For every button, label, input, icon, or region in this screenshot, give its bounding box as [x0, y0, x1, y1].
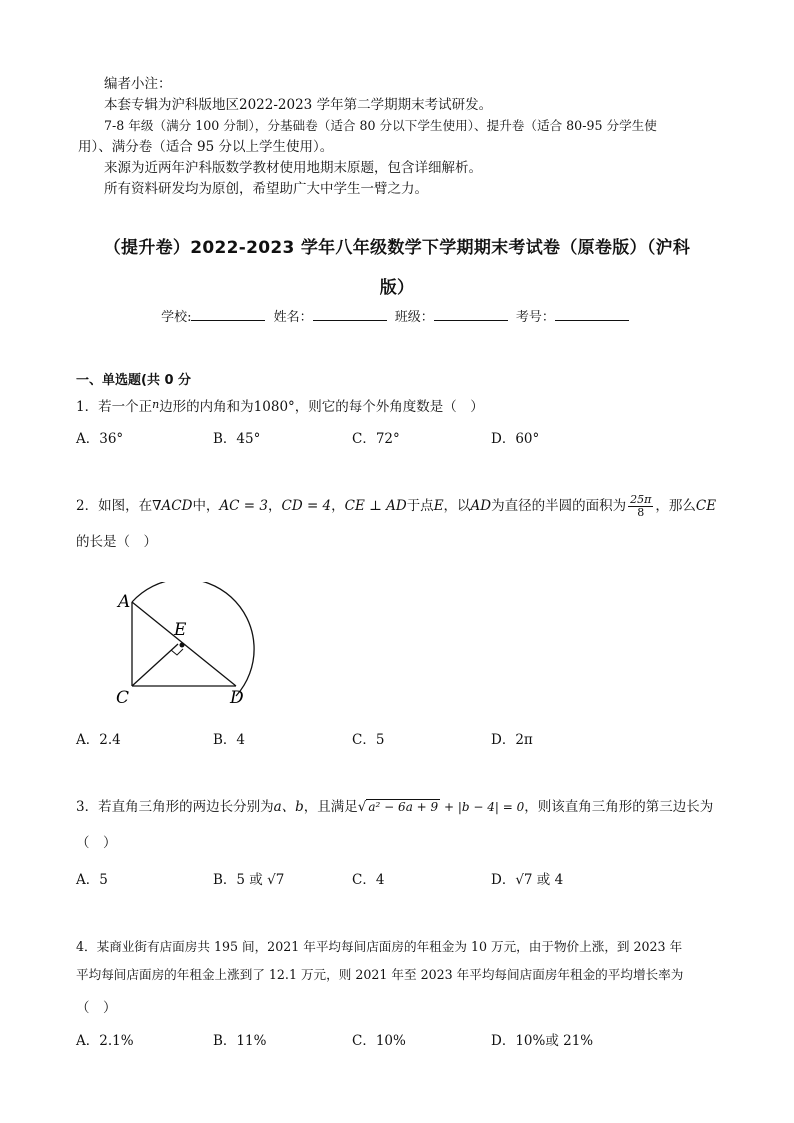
q2-text: 2．如图，在 — [76, 498, 153, 514]
q2-text: 中， — [192, 498, 220, 514]
school-blank[interactable] — [191, 307, 265, 321]
section-heading: 一、单选题(共 0 分 — [76, 373, 192, 388]
q3-math: a、b — [273, 799, 304, 815]
class-blank[interactable] — [434, 307, 508, 321]
class-label: 班级： — [394, 310, 434, 325]
question-1-stem — [76, 395, 484, 415]
q2-text: ，以 — [443, 498, 471, 514]
point-e-dot — [180, 643, 185, 648]
q2-option-b[interactable]: B．4 — [213, 732, 246, 748]
q3-math: + |b − 4| = 0 — [440, 800, 525, 814]
q2-text: ，那么 — [655, 498, 696, 514]
school-label: 学校: — [161, 310, 192, 325]
fraction-numerator: 25π — [630, 493, 652, 506]
q1-option-c[interactable]: C．72° — [352, 431, 400, 447]
q2-text: 于点 — [406, 498, 434, 514]
label-c: C — [116, 688, 130, 708]
q4-option-d[interactable]: D．10%或 21% — [491, 1033, 594, 1049]
q2-option-d[interactable]: D．2π — [491, 732, 533, 748]
q3-option-d[interactable]: D．√7 或 4 — [491, 872, 564, 888]
q1-variable: n — [152, 398, 160, 411]
question-2-stem-continued: 的长是（ ） — [76, 534, 157, 550]
q2-option-c[interactable]: C．5 — [352, 732, 385, 748]
question-3-stem-continued: （ ） — [76, 835, 117, 851]
q2-math: CE — [695, 498, 717, 514]
q2-text: ， — [268, 498, 282, 514]
editor-note-line: 7-8 年级（满分 100 分制），分基础卷（适合 80 分以下学生使用）、提升卷（适合 80-95 分学生使 — [104, 118, 657, 133]
q3-option-c[interactable]: C．4 — [352, 872, 385, 888]
question-2-stem — [76, 494, 716, 519]
q1-text: 1．若一个正 — [76, 399, 153, 415]
q3-radicand: a² − 6a + 9 — [368, 800, 439, 814]
q1-option-b[interactable]: B．45° — [213, 431, 261, 447]
editor-note-line: 所有资料研发均为原创，希望助广大中学生一臂之力。 — [104, 181, 428, 197]
q2-math: E — [433, 498, 444, 514]
q3-text: 3．若直角三角形的两边长分别为 — [76, 799, 274, 815]
exam-title: （提升卷）2022-2023 学年八年级数学下学期期末考试卷（原卷版）（沪科 — [103, 238, 691, 258]
question-3-stem — [76, 795, 713, 815]
semicircle-arc — [132, 582, 254, 696]
semicircle-triangle-diagram — [112, 582, 262, 712]
label-e: E — [174, 620, 187, 640]
q2-fraction — [628, 494, 653, 519]
q2-math: CE ⊥ AD — [344, 498, 407, 514]
q2-math: CD = 4 — [281, 498, 332, 514]
fraction-denominator: 8 — [637, 506, 645, 519]
label-d: D — [230, 688, 244, 708]
q4-option-b[interactable]: B．11% — [213, 1033, 267, 1049]
q3-option-a[interactable]: A．5 — [76, 872, 108, 888]
q2-math: AC = 3 — [219, 498, 268, 514]
name-label: 姓名： — [273, 310, 313, 325]
question-4-stem-continued: 平均每间店面房的年租金上涨到了 12.1 万元，则 2021 年至 2023 年平均每间店面房年租金的平均增长率为 — [76, 967, 684, 982]
sqrt-icon: √ — [357, 799, 367, 815]
q2-text: ， — [331, 498, 345, 514]
q2-geometry-figure — [112, 582, 262, 716]
exam-number-blank[interactable] — [555, 307, 629, 321]
q3-text: ，且满足 — [303, 799, 358, 815]
label-a: A — [118, 592, 131, 612]
q1-option-a[interactable]: A．36° — [76, 431, 124, 447]
q3-text: ，则该直角三角形的第三边长为 — [524, 799, 714, 815]
question-4-stem-continued: （ ） — [76, 1000, 117, 1016]
editor-note-line: 来源为近两年沪科版数学教材使用地期末原题，包含详细解析。 — [104, 160, 482, 176]
right-angle-mark — [171, 649, 183, 655]
q4-option-c[interactable]: C．10% — [352, 1033, 406, 1049]
q2-option-a[interactable]: A．2.4 — [76, 732, 121, 748]
q2-math: ∇ACD — [152, 498, 193, 514]
editor-note-line: 本套专辑为沪科版地区2022-2023 学年第二学期期末考试研发。 — [104, 97, 493, 113]
q2-text: 为直径的半圆的面积为 — [491, 498, 627, 514]
editor-note-heading: 编者小注： — [104, 76, 172, 92]
exam-title-continued: 版） — [379, 278, 415, 298]
question-4-stem: 4．某商业街有店面房共 195 间，2021 年平均每间店面房的年租金为 10 万元，由于物价上涨，到 2023 年 — [76, 939, 683, 954]
q3-option-b[interactable]: B．5 或 √7 — [213, 872, 285, 888]
student-info-row — [0, 306, 794, 325]
name-blank[interactable] — [313, 307, 387, 321]
editor-note-line: 用）、满分卷（适合 95 分以上学生使用）。 — [78, 139, 334, 155]
q1-text: 边形的内角和为1080°，则它的每个外角度数是（ ） — [159, 399, 484, 415]
q1-option-d[interactable]: D．60° — [491, 431, 540, 447]
q2-math: AD — [470, 498, 492, 514]
exam-number-label: 考号： — [515, 310, 555, 325]
q4-option-a[interactable]: A．2.1% — [76, 1033, 134, 1049]
